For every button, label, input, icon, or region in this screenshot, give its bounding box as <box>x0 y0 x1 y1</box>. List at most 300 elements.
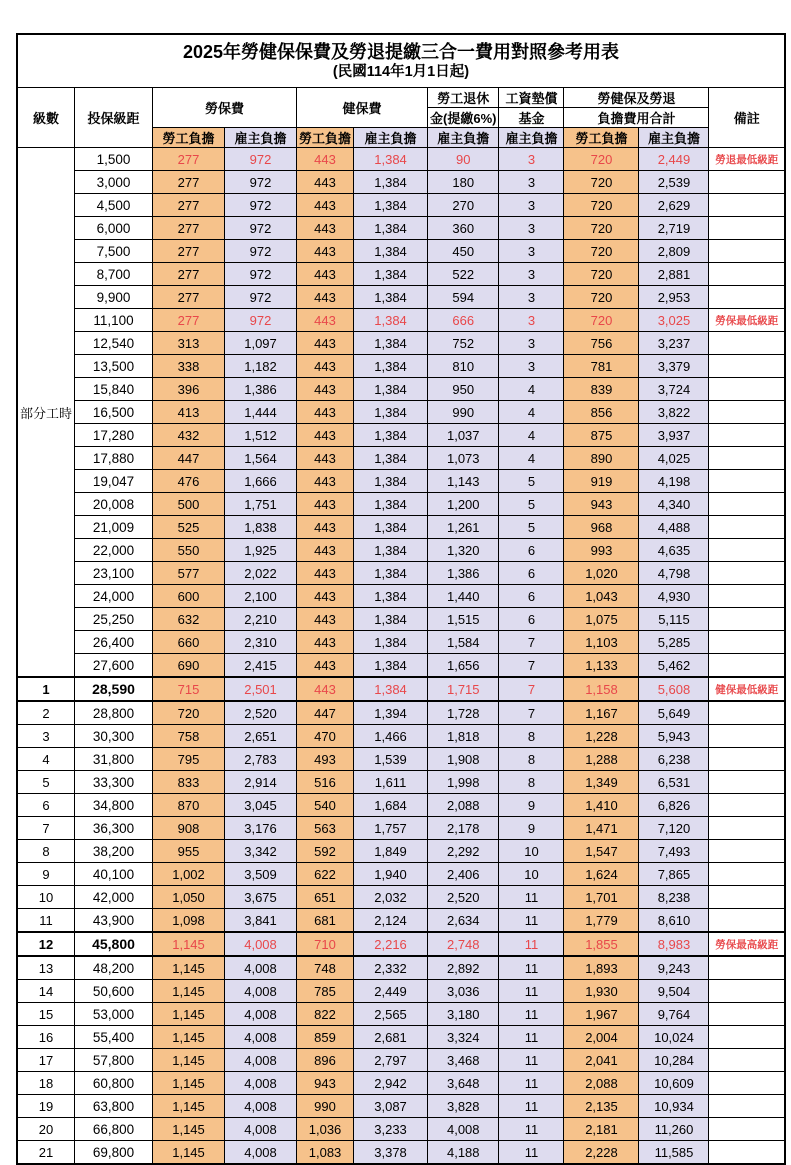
total-worker-cell: 2,004 <box>564 1026 639 1049</box>
labor-employer-cell: 972 <box>225 194 297 217</box>
total-worker-cell: 2,041 <box>564 1049 639 1072</box>
health-employer-cell: 1,384 <box>354 194 428 217</box>
wage-fund-cell: 3 <box>499 217 564 240</box>
labor-employer-cell: 1,182 <box>225 355 297 378</box>
pension-cell: 1,037 <box>428 424 499 447</box>
bracket-cell: 36,300 <box>75 817 153 840</box>
wage-fund-cell: 11 <box>499 909 564 933</box>
total-employer-cell: 4,798 <box>639 562 709 585</box>
note-cell: 勞保最低級距 <box>709 309 785 332</box>
wage-fund-cell: 4 <box>499 447 564 470</box>
pension-cell: 4,188 <box>428 1141 499 1165</box>
health-employer-cell: 2,216 <box>354 932 428 956</box>
labor-worker-cell: 1,145 <box>153 1003 225 1026</box>
bracket-cell: 43,900 <box>75 909 153 933</box>
labor-worker-cell: 277 <box>153 286 225 309</box>
fee-table-body <box>17 148 785 1165</box>
table-row <box>17 701 785 725</box>
total-worker-cell: 1,349 <box>564 771 639 794</box>
pension-cell: 1,998 <box>428 771 499 794</box>
total-employer-cell: 7,120 <box>639 817 709 840</box>
labor-employer-cell: 1,512 <box>225 424 297 447</box>
bracket-cell: 11,100 <box>75 309 153 332</box>
bracket-cell: 28,590 <box>75 677 153 701</box>
wage-fund-cell: 10 <box>499 840 564 863</box>
labor-employer-cell: 3,675 <box>225 886 297 909</box>
health-employer-cell: 1,384 <box>354 240 428 263</box>
bracket-cell: 21,009 <box>75 516 153 539</box>
note-cell <box>709 355 785 378</box>
note-cell <box>709 286 785 309</box>
table-row <box>17 194 785 217</box>
health-worker-cell: 443 <box>297 217 354 240</box>
total-employer-cell: 3,379 <box>639 355 709 378</box>
table-row <box>17 1072 785 1095</box>
labor-employer-cell: 1,838 <box>225 516 297 539</box>
subheader-pension-employer: 雇主負擔 <box>428 128 499 148</box>
level-cell: 16 <box>17 1026 75 1049</box>
bracket-cell: 48,200 <box>75 956 153 980</box>
table-row <box>17 1095 785 1118</box>
pension-cell: 4,008 <box>428 1118 499 1141</box>
note-cell <box>709 217 785 240</box>
labor-employer-cell: 2,415 <box>225 654 297 678</box>
total-worker-cell: 968 <box>564 516 639 539</box>
pension-cell: 180 <box>428 171 499 194</box>
level-cell: 2 <box>17 701 75 725</box>
note-cell <box>709 840 785 863</box>
health-worker-cell: 710 <box>297 932 354 956</box>
labor-worker-cell: 1,145 <box>153 1026 225 1049</box>
header-level: 級數 <box>17 88 75 148</box>
table-row <box>17 840 785 863</box>
bracket-cell: 25,250 <box>75 608 153 631</box>
labor-employer-cell: 4,008 <box>225 956 297 980</box>
pension-cell: 2,178 <box>428 817 499 840</box>
pension-cell: 752 <box>428 332 499 355</box>
note-cell <box>709 263 785 286</box>
labor-worker-cell: 396 <box>153 378 225 401</box>
part-time-cell: 部分工時 <box>17 148 75 678</box>
health-worker-cell: 443 <box>297 332 354 355</box>
total-worker-cell: 720 <box>564 171 639 194</box>
health-employer-cell: 2,942 <box>354 1072 428 1095</box>
level-cell: 20 <box>17 1118 75 1141</box>
table-row <box>17 677 785 701</box>
wage-fund-cell: 11 <box>499 980 564 1003</box>
health-worker-cell: 443 <box>297 562 354 585</box>
note-cell <box>709 980 785 1003</box>
table-row <box>17 654 785 678</box>
wage-fund-cell: 6 <box>499 608 564 631</box>
table-row <box>17 817 785 840</box>
health-employer-cell: 1,384 <box>354 424 428 447</box>
health-employer-cell: 1,384 <box>354 608 428 631</box>
health-worker-cell: 681 <box>297 909 354 933</box>
bracket-cell: 42,000 <box>75 886 153 909</box>
wage-fund-cell: 8 <box>499 748 564 771</box>
health-employer-cell: 1,384 <box>354 631 428 654</box>
total-employer-cell: 7,865 <box>639 863 709 886</box>
total-worker-cell: 1,020 <box>564 562 639 585</box>
labor-worker-cell: 277 <box>153 309 225 332</box>
health-employer-cell: 1,384 <box>354 654 428 678</box>
bracket-cell: 3,000 <box>75 171 153 194</box>
pension-cell: 2,634 <box>428 909 499 933</box>
total-worker-cell: 856 <box>564 401 639 424</box>
labor-worker-cell: 313 <box>153 332 225 355</box>
bracket-cell: 50,600 <box>75 980 153 1003</box>
labor-worker-cell: 550 <box>153 539 225 562</box>
table-row <box>17 1003 785 1026</box>
pension-cell: 2,292 <box>428 840 499 863</box>
table-row <box>17 909 785 933</box>
labor-employer-cell: 4,008 <box>225 1118 297 1141</box>
labor-worker-cell: 690 <box>153 654 225 678</box>
total-employer-cell: 9,764 <box>639 1003 709 1026</box>
total-worker-cell: 720 <box>564 286 639 309</box>
health-worker-cell: 443 <box>297 194 354 217</box>
total-employer-cell: 5,115 <box>639 608 709 631</box>
health-employer-cell: 1,384 <box>354 378 428 401</box>
health-worker-cell: 493 <box>297 748 354 771</box>
wage-fund-cell: 7 <box>499 677 564 701</box>
total-worker-cell: 1,288 <box>564 748 639 771</box>
total-employer-cell: 4,025 <box>639 447 709 470</box>
wage-fund-cell: 4 <box>499 378 564 401</box>
note-cell <box>709 1049 785 1072</box>
total-employer-cell: 2,809 <box>639 240 709 263</box>
note-cell <box>709 1003 785 1026</box>
total-employer-cell: 5,462 <box>639 654 709 678</box>
health-worker-cell: 443 <box>297 539 354 562</box>
labor-worker-cell: 1,002 <box>153 863 225 886</box>
labor-worker-cell: 1,145 <box>153 932 225 956</box>
table-row <box>17 980 785 1003</box>
table-row <box>17 148 785 171</box>
level-cell: 4 <box>17 748 75 771</box>
wage-fund-cell: 11 <box>499 956 564 980</box>
pension-cell: 990 <box>428 401 499 424</box>
table-row <box>17 748 785 771</box>
wage-fund-cell: 3 <box>499 332 564 355</box>
health-worker-cell: 443 <box>297 309 354 332</box>
pension-cell: 3,468 <box>428 1049 499 1072</box>
pension-cell: 594 <box>428 286 499 309</box>
wage-fund-cell: 3 <box>499 309 564 332</box>
wage-fund-cell: 6 <box>499 585 564 608</box>
level-cell: 3 <box>17 725 75 748</box>
subheader-fund-employer: 雇主負擔 <box>499 128 564 148</box>
pension-cell: 2,088 <box>428 794 499 817</box>
labor-employer-cell: 1,444 <box>225 401 297 424</box>
table-row <box>17 493 785 516</box>
wage-fund-cell: 3 <box>499 286 564 309</box>
pension-cell: 1,515 <box>428 608 499 631</box>
total-employer-cell: 10,934 <box>639 1095 709 1118</box>
labor-worker-cell: 447 <box>153 447 225 470</box>
pension-cell: 1,715 <box>428 677 499 701</box>
total-worker-cell: 1,624 <box>564 863 639 886</box>
labor-worker-cell: 1,145 <box>153 1118 225 1141</box>
labor-employer-cell: 4,008 <box>225 980 297 1003</box>
labor-employer-cell: 3,045 <box>225 794 297 817</box>
health-worker-cell: 622 <box>297 863 354 886</box>
health-worker-cell: 540 <box>297 794 354 817</box>
health-worker-cell: 1,036 <box>297 1118 354 1141</box>
note-cell <box>709 516 785 539</box>
table-row <box>17 424 785 447</box>
note-cell <box>709 240 785 263</box>
table-row <box>17 217 785 240</box>
labor-employer-cell: 972 <box>225 217 297 240</box>
health-employer-cell: 1,394 <box>354 701 428 725</box>
wage-fund-cell: 3 <box>499 263 564 286</box>
health-worker-cell: 651 <box>297 886 354 909</box>
note-cell <box>709 794 785 817</box>
table-row <box>17 401 785 424</box>
labor-worker-cell: 870 <box>153 794 225 817</box>
table-row <box>17 585 785 608</box>
labor-worker-cell: 500 <box>153 493 225 516</box>
bracket-cell: 17,880 <box>75 447 153 470</box>
health-employer-cell: 1,384 <box>354 355 428 378</box>
wage-fund-cell: 7 <box>499 654 564 678</box>
note-cell <box>709 725 785 748</box>
labor-worker-cell: 1,098 <box>153 909 225 933</box>
total-worker-cell: 1,893 <box>564 956 639 980</box>
health-worker-cell: 443 <box>297 516 354 539</box>
pension-cell: 950 <box>428 378 499 401</box>
table-row <box>17 1118 785 1141</box>
health-worker-cell: 470 <box>297 725 354 748</box>
table-row <box>17 1026 785 1049</box>
table-row <box>17 378 785 401</box>
bracket-cell: 1,500 <box>75 148 153 171</box>
note-cell <box>709 493 785 516</box>
total-worker-cell: 1,701 <box>564 886 639 909</box>
health-worker-cell: 943 <box>297 1072 354 1095</box>
bracket-cell: 16,500 <box>75 401 153 424</box>
note-cell <box>709 631 785 654</box>
page-title: 2025年勞健保保費及勞退提繳三合一費用對照參考用表 <box>182 42 620 63</box>
header-labor-insurance: 勞保費 <box>153 88 297 128</box>
labor-employer-cell: 2,520 <box>225 701 297 725</box>
header-pension-line2: 金(提繳6%) <box>428 108 499 128</box>
bracket-cell: 63,800 <box>75 1095 153 1118</box>
health-employer-cell: 1,539 <box>354 748 428 771</box>
total-worker-cell: 1,930 <box>564 980 639 1003</box>
bracket-cell: 60,800 <box>75 1072 153 1095</box>
table-row <box>17 470 785 493</box>
pension-cell: 1,143 <box>428 470 499 493</box>
wage-fund-cell: 11 <box>499 1049 564 1072</box>
labor-employer-cell: 4,008 <box>225 1026 297 1049</box>
subheader-labor-employer: 雇主負擔 <box>225 128 297 148</box>
bracket-cell: 9,900 <box>75 286 153 309</box>
pension-cell: 90 <box>428 148 499 171</box>
total-employer-cell: 3,822 <box>639 401 709 424</box>
health-worker-cell: 990 <box>297 1095 354 1118</box>
bracket-cell: 27,600 <box>75 654 153 678</box>
health-worker-cell: 516 <box>297 771 354 794</box>
labor-employer-cell: 4,008 <box>225 932 297 956</box>
wage-fund-cell: 7 <box>499 701 564 725</box>
table-row <box>17 794 785 817</box>
note-cell <box>709 608 785 631</box>
pension-cell: 1,386 <box>428 562 499 585</box>
pension-cell: 1,440 <box>428 585 499 608</box>
table-row <box>17 332 785 355</box>
total-employer-cell: 3,025 <box>639 309 709 332</box>
health-worker-cell: 443 <box>297 585 354 608</box>
health-worker-cell: 443 <box>297 286 354 309</box>
pension-cell: 522 <box>428 263 499 286</box>
level-cell: 15 <box>17 1003 75 1026</box>
bracket-cell: 66,800 <box>75 1118 153 1141</box>
labor-worker-cell: 277 <box>153 148 225 171</box>
health-employer-cell: 1,684 <box>354 794 428 817</box>
labor-worker-cell: 525 <box>153 516 225 539</box>
labor-worker-cell: 1,145 <box>153 1049 225 1072</box>
wage-fund-cell: 3 <box>499 171 564 194</box>
total-worker-cell: 1,043 <box>564 585 639 608</box>
labor-worker-cell: 277 <box>153 240 225 263</box>
wage-fund-cell: 11 <box>499 886 564 909</box>
health-worker-cell: 443 <box>297 470 354 493</box>
note-cell <box>709 1072 785 1095</box>
labor-worker-cell: 600 <box>153 585 225 608</box>
labor-worker-cell: 277 <box>153 217 225 240</box>
total-employer-cell: 9,504 <box>639 980 709 1003</box>
table-row <box>17 171 785 194</box>
bracket-cell: 55,400 <box>75 1026 153 1049</box>
header-total-line2: 負擔費用合計 <box>564 108 709 128</box>
bracket-cell: 13,500 <box>75 355 153 378</box>
wage-fund-cell: 4 <box>499 401 564 424</box>
total-worker-cell: 839 <box>564 378 639 401</box>
total-employer-cell: 8,610 <box>639 909 709 933</box>
health-worker-cell: 1,083 <box>297 1141 354 1165</box>
note-cell <box>709 562 785 585</box>
total-worker-cell: 2,135 <box>564 1095 639 1118</box>
table-row <box>17 1141 785 1165</box>
health-worker-cell: 859 <box>297 1026 354 1049</box>
level-cell: 8 <box>17 840 75 863</box>
bracket-cell: 45,800 <box>75 932 153 956</box>
labor-worker-cell: 432 <box>153 424 225 447</box>
level-cell: 21 <box>17 1141 75 1165</box>
health-worker-cell: 443 <box>297 148 354 171</box>
health-worker-cell: 896 <box>297 1049 354 1072</box>
table-row <box>17 516 785 539</box>
subheader-labor-worker: 勞工負擔 <box>153 128 225 148</box>
note-cell <box>709 771 785 794</box>
total-worker-cell: 720 <box>564 217 639 240</box>
total-worker-cell: 781 <box>564 355 639 378</box>
health-employer-cell: 3,378 <box>354 1141 428 1165</box>
note-cell <box>709 585 785 608</box>
pension-cell: 3,324 <box>428 1026 499 1049</box>
labor-employer-cell: 2,310 <box>225 631 297 654</box>
pension-cell: 2,892 <box>428 956 499 980</box>
note-cell <box>709 447 785 470</box>
health-employer-cell: 1,384 <box>354 562 428 585</box>
bracket-cell: 57,800 <box>75 1049 153 1072</box>
bracket-cell: 69,800 <box>75 1141 153 1165</box>
pension-cell: 2,406 <box>428 863 499 886</box>
labor-worker-cell: 1,050 <box>153 886 225 909</box>
labor-worker-cell: 795 <box>153 748 225 771</box>
labor-worker-cell: 632 <box>153 608 225 631</box>
health-worker-cell: 443 <box>297 631 354 654</box>
bracket-cell: 53,000 <box>75 1003 153 1026</box>
total-employer-cell: 8,983 <box>639 932 709 956</box>
wage-fund-cell: 9 <box>499 817 564 840</box>
level-cell: 9 <box>17 863 75 886</box>
health-employer-cell: 1,384 <box>354 148 428 171</box>
total-worker-cell: 1,133 <box>564 654 639 678</box>
total-employer-cell: 6,238 <box>639 748 709 771</box>
pension-cell: 810 <box>428 355 499 378</box>
labor-employer-cell: 2,783 <box>225 748 297 771</box>
pension-cell: 1,908 <box>428 748 499 771</box>
bracket-cell: 22,000 <box>75 539 153 562</box>
health-employer-cell: 2,681 <box>354 1026 428 1049</box>
health-employer-cell: 1,384 <box>354 539 428 562</box>
health-worker-cell: 443 <box>297 263 354 286</box>
bracket-cell: 40,100 <box>75 863 153 886</box>
labor-employer-cell: 972 <box>225 240 297 263</box>
note-cell <box>709 401 785 424</box>
labor-worker-cell: 476 <box>153 470 225 493</box>
total-employer-cell: 5,608 <box>639 677 709 701</box>
health-employer-cell: 1,384 <box>354 217 428 240</box>
note-cell: 健保最低級距 <box>709 677 785 701</box>
level-cell: 11 <box>17 909 75 933</box>
wage-fund-cell: 11 <box>499 1003 564 1026</box>
labor-worker-cell: 1,145 <box>153 1072 225 1095</box>
labor-employer-cell: 4,008 <box>225 1141 297 1165</box>
bracket-cell: 31,800 <box>75 748 153 771</box>
health-employer-cell: 3,087 <box>354 1095 428 1118</box>
labor-employer-cell: 972 <box>225 171 297 194</box>
total-worker-cell: 720 <box>564 194 639 217</box>
labor-worker-cell: 1,145 <box>153 1141 225 1165</box>
note-cell <box>709 817 785 840</box>
total-employer-cell: 4,340 <box>639 493 709 516</box>
labor-employer-cell: 972 <box>225 148 297 171</box>
labor-employer-cell: 2,210 <box>225 608 297 631</box>
table-row <box>17 286 785 309</box>
bracket-cell: 19,047 <box>75 470 153 493</box>
labor-worker-cell: 660 <box>153 631 225 654</box>
pension-cell: 3,180 <box>428 1003 499 1026</box>
header-total-line1: 勞健保及勞退 <box>564 88 709 108</box>
health-worker-cell: 443 <box>297 424 354 447</box>
labor-employer-cell: 2,914 <box>225 771 297 794</box>
total-worker-cell: 890 <box>564 447 639 470</box>
subheader-health-employer: 雇主負擔 <box>354 128 428 148</box>
health-worker-cell: 748 <box>297 956 354 980</box>
labor-employer-cell: 4,008 <box>225 1072 297 1095</box>
health-worker-cell: 443 <box>297 677 354 701</box>
bracket-cell: 20,008 <box>75 493 153 516</box>
total-employer-cell: 10,284 <box>639 1049 709 1072</box>
labor-employer-cell: 1,097 <box>225 332 297 355</box>
health-employer-cell: 1,384 <box>354 286 428 309</box>
note-cell: 勞退最低級距 <box>709 148 785 171</box>
